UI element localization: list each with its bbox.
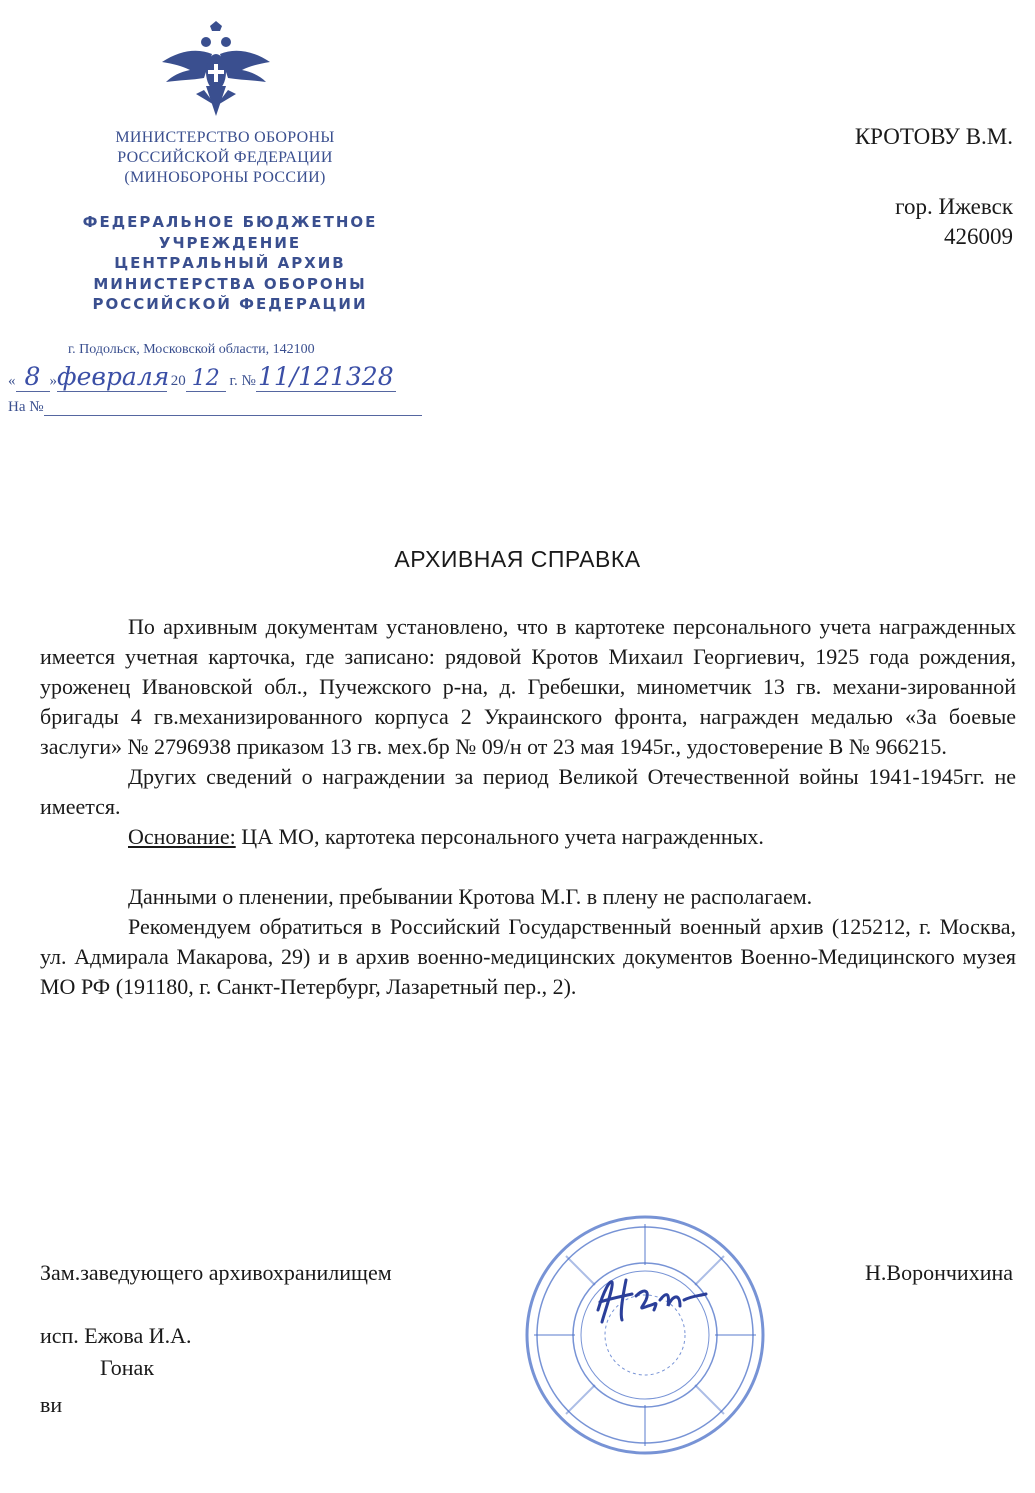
date-year-prefix: 20	[170, 373, 186, 389]
round-seal-stamp-icon	[520, 1210, 770, 1460]
paragraph-gap	[40, 852, 1016, 882]
institution-line: ЦЕНТРАЛЬНЫЙ АРХИВ	[114, 254, 346, 272]
reference-blank	[44, 398, 422, 416]
addressee-address	[895, 192, 1013, 252]
institution-line: УЧРЕЖДЕНИЕ	[158, 233, 302, 252]
number-label: г. №	[229, 373, 256, 389]
reference-line	[8, 398, 422, 416]
basis-paragraph	[40, 822, 1016, 852]
body-paragraph: Других сведений о награждении за период Великой Отечественной войны 1941-1945гг. не имеется.	[40, 764, 1016, 819]
body-paragraph: Данными о пленении, пребывании Кротова М.Г. в плену не располагаем.	[128, 884, 813, 909]
institution-line: РОССИЙСКОЙ ФЕДЕРАЦИИ	[92, 295, 368, 313]
addressee-name: КРОТОВУ В.М.	[854, 124, 1013, 149]
ministry-line: (МИНОБОРОНЫ РОССИИ)	[124, 169, 326, 186]
date-close-quote: »	[49, 373, 57, 389]
ministry-line: МИНИСТЕРСТВО ОБОРОНЫ	[115, 129, 335, 146]
basis-label: Основание:	[128, 824, 236, 849]
addressee-postcode: 426009	[944, 224, 1013, 249]
institution-line: МИНИСТЕРСТВА ОБОРОНЫ	[93, 274, 367, 293]
signer-name: Н.Ворончихина	[865, 1260, 1013, 1285]
date-year-suffix: 12	[186, 366, 226, 392]
institution-line: ФЕДЕРАЛЬНОЕ БЮДЖЕТНОЕ	[82, 213, 378, 231]
date-open-quote: «	[8, 373, 16, 389]
addressee-city: гор. Ижевск	[895, 194, 1013, 219]
typist-initials: ви	[40, 1392, 63, 1417]
document-body	[40, 612, 1016, 1002]
ministry-name	[80, 128, 370, 188]
executor-secondary: Гонак	[100, 1355, 155, 1380]
double-headed-eagle-emblem-icon	[160, 20, 272, 120]
basis-text: ЦА МО, картотека персонального учета награжденных.	[235, 824, 764, 849]
date-number-line	[8, 362, 396, 392]
institution-name	[45, 212, 415, 315]
body-paragraph: По архивным документам установлено, что в картотеке персонального учета награжденных имеется учетная карточка, где записано: рядовой Кротов Михаил Георгиевич, 1925 года рождения, уроженец Ивановской обл., Пучежского р-на, д. Гребешки, минометчик 13 гв. механи-зированной бригады 4 гв.механизированного корпуса 2 Украинского фронта, награжден медалью «За боевые заслуги» № 2796938 приказом 13 гв. мех.бр № 09/н от 23 мая 1945г., удостоверение В № 966215.	[40, 614, 1016, 759]
date-day: 8	[16, 362, 50, 392]
document-number: 11/121328	[256, 362, 396, 392]
reference-label: На №	[8, 399, 44, 415]
body-paragraph: Рекомендуем обратиться в Российский Государственный военный архив (125212, г. Москва, ул. Адмирала Макарова, 29) и в архив военно-медицинских документов Военно-Медицинского музея МО РФ (191180, г. Санкт-Петербург, Лазаретный пер., 2).	[40, 914, 1016, 999]
date-month: февраля	[57, 362, 170, 391]
signer-position: Зам.заведующего архивохранилищем	[40, 1260, 392, 1285]
sender-address: г. Подольск, Московской области, 142100	[68, 342, 315, 357]
executor: исп. Ежова И.А.	[40, 1323, 192, 1348]
ministry-line: РОССИЙСКОЙ ФЕДЕРАЦИИ	[117, 149, 333, 166]
document-title: АРХИВНАЯ СПРАВКА	[394, 546, 641, 572]
handwritten-signature	[598, 1280, 706, 1322]
